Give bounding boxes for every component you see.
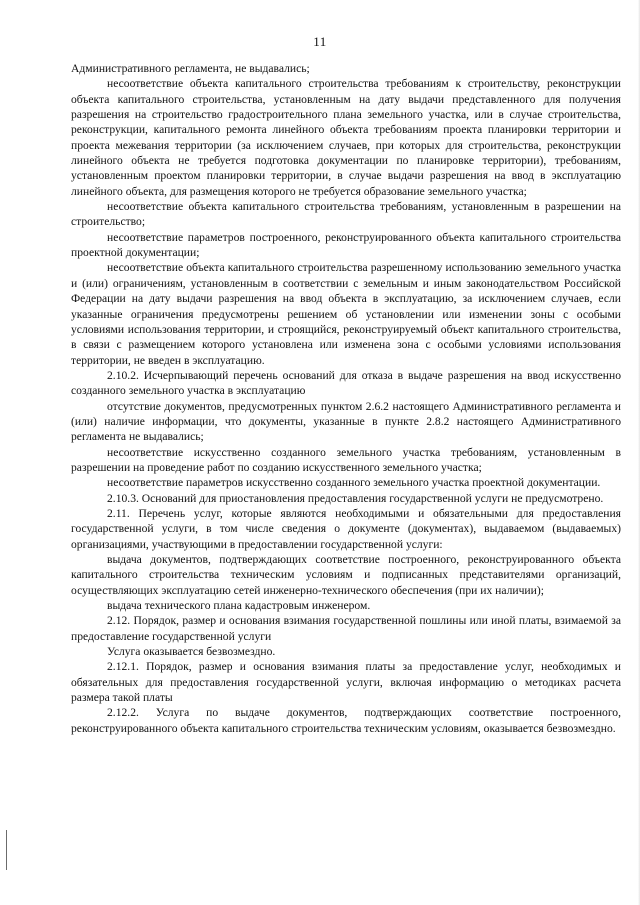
paragraph: 2.12. Порядок, размер и основания взимания государственной пошлины или иной платы, взимаемой за предоставление государственной услуги xyxy=(71,614,621,643)
paragraph: выдача документов, подтверждающих соответствие построенного, реконструированного объекта капитального строительства техническим условиям и подписанных представителями организаций, осуществляющих эксплуатацию сетей инженерно-технического обеспечения (при их наличии); xyxy=(71,553,621,597)
page-number: 11 xyxy=(313,34,327,49)
paragraph: выдача технического плана кадастровым инженером. xyxy=(107,599,371,613)
paragraph: несоответствие параметров построенного, реконструированного объекта капитального строительства проектной документации; xyxy=(71,230,621,260)
paragraph: отсутствие документов, предусмотренных пунктом 2.6.2 настоящего Административного регламента и (или) наличие информации, что документы, указанные в пункте 2.8.2 настоящего Административного регламента не выдавались; xyxy=(71,399,621,444)
paragraph: 2.11. Перечень услуг, которые являются необходимыми и обязательными для предоставления государственной услуги, в том числе сведения о документе (документах), выдаваемом (выдаваемых) организациями, участвующими в предоставлении государственной услуги: xyxy=(71,506,621,551)
paragraph: 2.12.2. Услуга по выдаче документов, подтверждающих соответствие построенного, реконструированного объекта капитального строительства техническим условиям, оказывается безвозмездно. xyxy=(71,706,621,735)
paragraph: Административного регламента, не выдавались; xyxy=(71,62,310,75)
margin-rule xyxy=(6,830,7,870)
paragraph: 2.10.2. Исчерпывающий перечень оснований для отказа в выдаче разрешения на ввод искусственно созданного земельного участка в эксплуатацию xyxy=(71,368,621,398)
paragraph: 2.12.1. Порядок, размер и основания взимания платы за предоставление услуг, необходимых и обязательных для предоставления государственной услуги, включая информацию о методиках расчета размера такой платы xyxy=(71,660,621,705)
paragraph: несоответствие параметров искусственно созданного земельного участка проектной документации. xyxy=(107,476,601,490)
paragraph: несоответствие объекта капитального строительства разрешенному использованию земельного участка и (или) ограничениям, установленным в соответствии с земельным и иным законодательством Российской Федерации на дату выдачи разрешения на ввод объекта в эксплуатацию, за исключением случаев, если указанные ограничения предусмотрены решением об установлении или изменении зоны с особыми условиями использования территории, и строящийся, реконструируемый объект капитального строительства, в связи с размещением которого установлена или изменена зона с особыми условиями использования территории, не введен в эксплуатацию. xyxy=(71,261,621,367)
paragraph: Услуга оказывается безвозмездно. xyxy=(107,645,276,659)
paragraph: 2.10.3. Оснований для приостановления предоставления государственной услуги не предусмотрено. xyxy=(107,491,604,505)
document-body xyxy=(71,61,621,736)
paragraph: несоответствие искусственно созданного земельного участка требованиям, установленным в разрешении на проведение работ по созданию искусственного земельного участка; xyxy=(71,445,621,474)
paragraph: несоответствие объекта капитального строительства требованиям к строительству, реконструкции объекта капитального строительства, установленным на дату выдачи представленного для получения разрешения на строительство градостроительного плана земельного участка, или в случае строительства, реконструкции, капитального ремонта линейного объекта требованиям проекта планировки территории и проекта межевания территории (за исключением случаев, при которых для строительства, реконструкции линейного объекта не требуется подготовка документации по планировке территории), требованиям, установленным проектом планировки территории, в случае выдачи разрешения на ввод в эксплуатацию линейного объекта, для размещения которого не требуется образование земельного участка; xyxy=(71,77,621,198)
paragraph: несоответствие объекта капитального строительства требованиям, установленным в разрешении на строительство; xyxy=(71,200,621,229)
